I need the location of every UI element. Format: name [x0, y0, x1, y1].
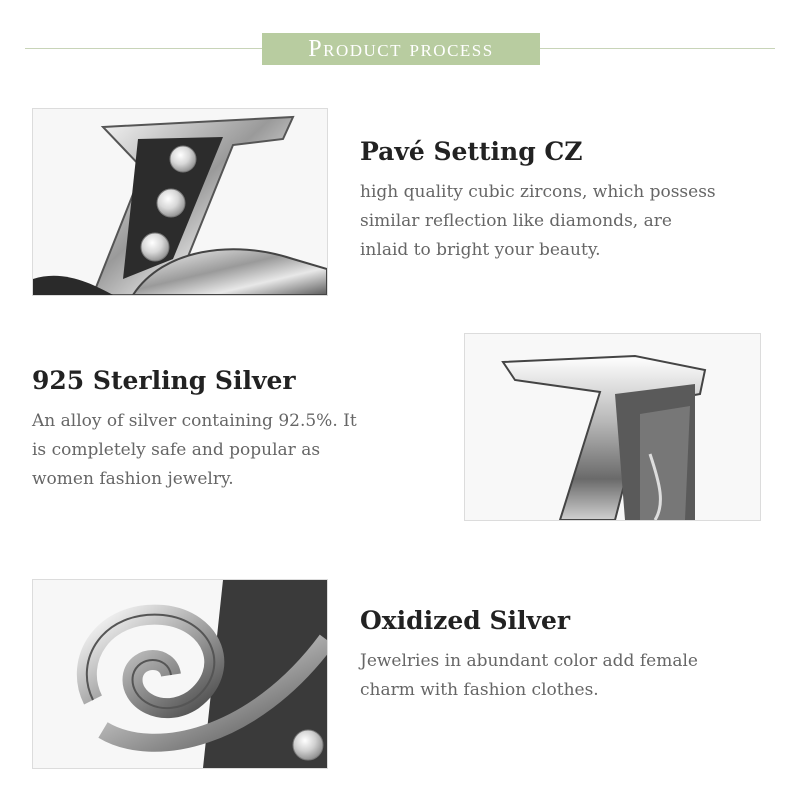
- description-line: Jewelries in abundant color add female: [360, 651, 698, 671]
- section-banner: [262, 33, 540, 65]
- description-line: women fashion jewelry.: [32, 469, 234, 489]
- banner-title: Product process: [308, 35, 494, 62]
- pave-setting-section: [360, 137, 770, 265]
- sterling-silver-section: [32, 366, 432, 494]
- description-line: charm with fashion clothes.: [360, 680, 599, 700]
- section-heading: 925 Sterling Silver: [32, 366, 296, 395]
- sterling-silver-photo: [464, 333, 761, 521]
- section-description: [32, 407, 432, 494]
- section-description: [360, 647, 770, 705]
- section-heading: Pavé Setting CZ: [360, 137, 583, 166]
- description-line: is completely safe and popular as: [32, 440, 321, 460]
- description-line: similar reflection like diamonds, are: [360, 211, 672, 231]
- pave-setting-photo: [32, 108, 328, 296]
- header-divider-right: [538, 48, 775, 49]
- description-line: high quality cubic zircons, which possess: [360, 182, 716, 202]
- oxidized-silver-photo: [32, 579, 328, 769]
- description-line: An alloy of silver containing 92.5%. It: [32, 411, 357, 431]
- description-line: inlaid to bright your beauty.: [360, 240, 601, 260]
- section-description: [360, 178, 770, 265]
- section-heading: Oxidized Silver: [360, 606, 571, 635]
- header-divider-left: [25, 48, 265, 49]
- oxidized-silver-section: [360, 606, 770, 705]
